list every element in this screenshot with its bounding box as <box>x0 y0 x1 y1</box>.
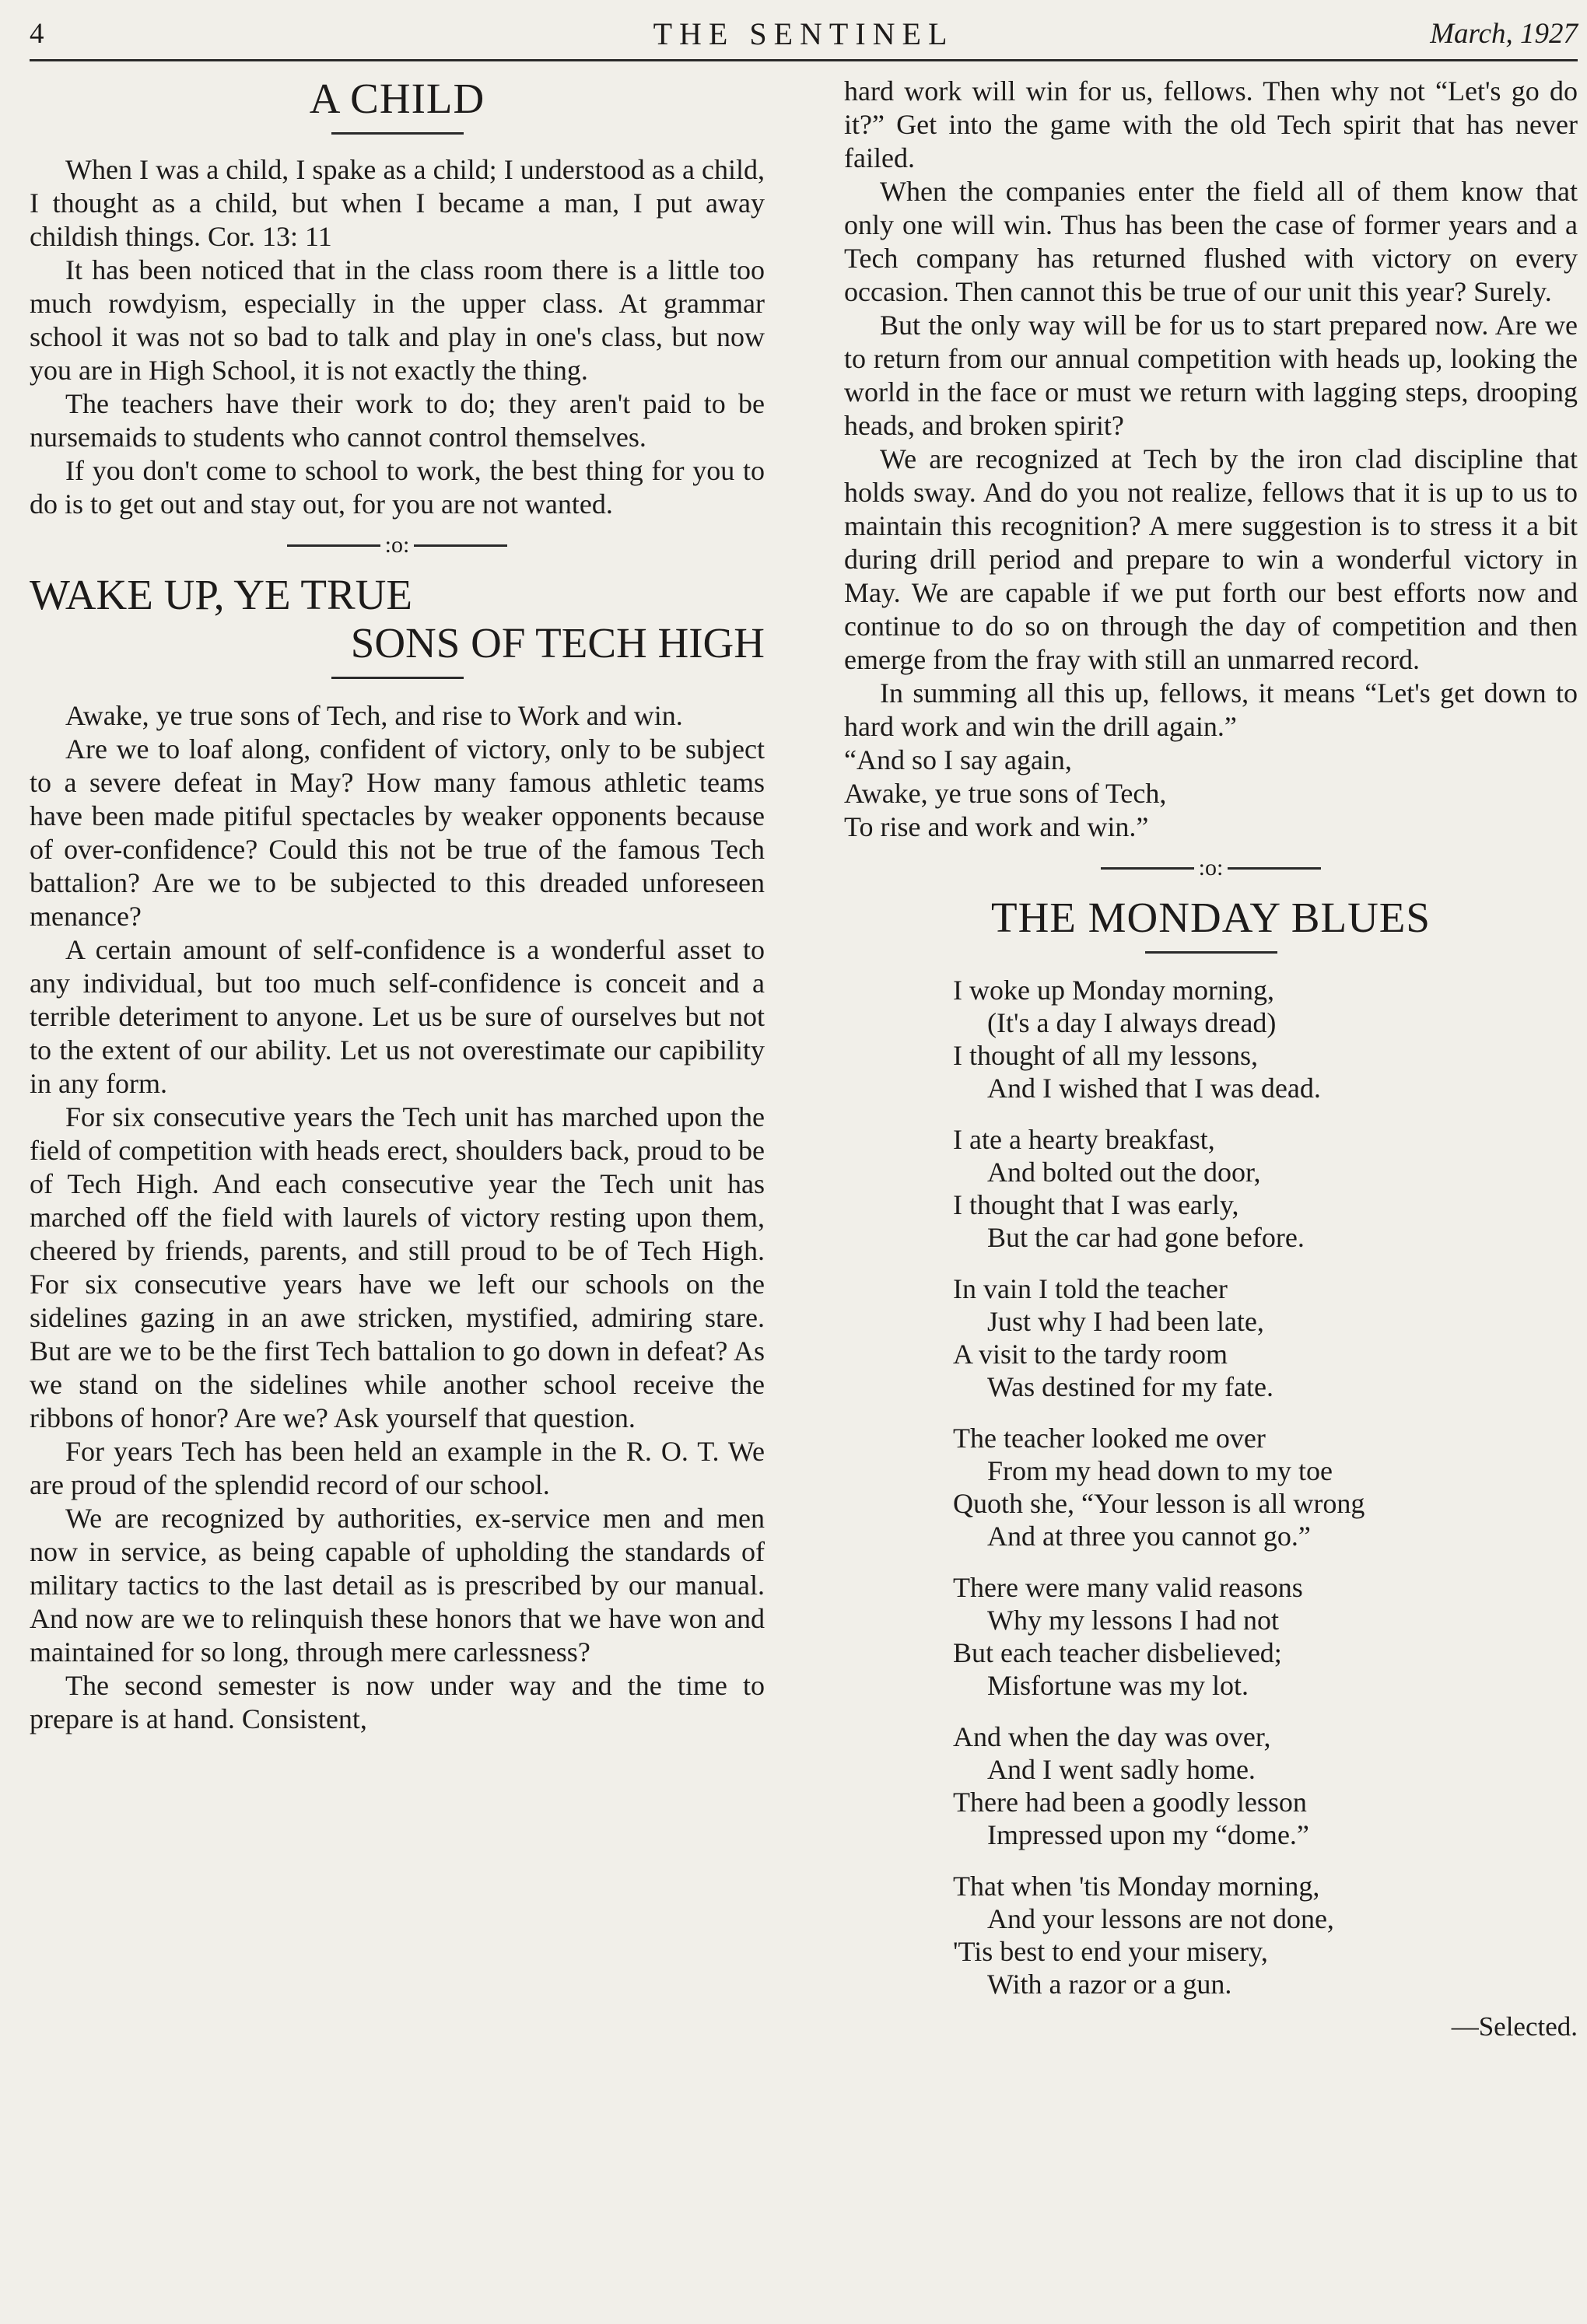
publication-title: THE SENTINEL <box>653 16 955 51</box>
poem-line: I thought that I was early, <box>953 1189 1239 1220</box>
poem-line: I ate a hearty breakfast, <box>953 1124 1215 1155</box>
paragraph: A certain amount of self-confidence is a wonderful asset to any individual, but too much self-confidence is conceit and a terrible deteriment to anyone. Let us be sure of ourselves but not to the extent of our ability. Let us not overestimate our capibility in any form. <box>30 934 765 1099</box>
poem-line: A visit to the tardy room <box>953 1339 1228 1370</box>
title-rule <box>1145 951 1277 954</box>
paragraph: We are recognized by authorities, ex-service men and men now in service, as being capable of upholding the standards of military tactics to the last detail as is prescribed by our manual. And now are we to relinquish these honors that we have won and maintained for so long, through mere carlessness? <box>30 1503 765 1668</box>
paragraph-continued: hard work will win for us, fellows. Then why not “Let's go do it?” Get into the game with the old Tech spirit that has never failed. <box>844 75 1578 173</box>
paragraph: Are we to loaf along, confident of victory, only to be subject to a severe defeat in May? How many famous athletic teams have been made pitiful spectacles by weaker opponents because of over-confidence? Could this not be true of the famous Tech battalion? Are we to be subjected to this dreaded unforeseen menance? <box>30 733 765 932</box>
paragraph: The second semester is now under way and the time to prepare is at hand. Consistent, <box>30 1670 765 1734</box>
issue-date: March, 1927 <box>1430 18 1578 50</box>
poem-line: And your lessons are not done, <box>987 1903 1334 1934</box>
poem-stanza <box>953 1422 1578 1552</box>
paragraph: For years Tech has been held an example in the R. O. T. We are proud of the splendid record of our school. <box>30 1436 765 1500</box>
closing-line: “And so I say again, <box>844 744 1072 775</box>
paragraph: For six consecutive years the Tech unit has marched upon the field of competition with heads erect, shoulders back, proud to be of Tech High. And each consecutive year the Tech unit has marched off the field with laurels of victory resting upon them, cheered by friends, parents, and still proud to be of Tech High. For six consecutive years have we left our schools on the sidelines gazing in an awe stricken, mystified, admiring stare. But are we to be the first Tech battalion to go down in defeat? As we stand on the sidelines while another school receive the ribbons of honor? Are we? Ask yourself that question. <box>30 1101 765 1433</box>
left-column <box>30 75 765 1736</box>
poem-line: In vain I told the teacher <box>953 1273 1228 1304</box>
poem-line: The teacher looked me over <box>953 1423 1266 1454</box>
poem-line: But each teacher disbelieved; <box>953 1637 1282 1668</box>
poem-line: Just why I had been late, <box>987 1306 1264 1337</box>
poem-stanza <box>953 1720 1578 1851</box>
poem-line: 'Tis best to end your misery, <box>953 1936 1268 1967</box>
poem-line: And I wished that I was dead. <box>987 1073 1321 1104</box>
page-number: 4 <box>30 18 44 50</box>
poem-line: Misfortune was my lot. <box>987 1670 1249 1701</box>
paragraph: When I was a child, I spake as a child; I understood as a child, I thought as a child, but when I became a man, I put away childish things. Cor. 13: 11 <box>30 154 765 252</box>
poem-line: Impressed upon my “dome.” <box>987 1819 1309 1850</box>
closing-line: To rise and work and win.” <box>844 811 1149 842</box>
header-rule <box>30 59 1578 61</box>
poem-line: That when 'tis Monday morning, <box>953 1871 1320 1902</box>
poem-line: And bolted out the door, <box>987 1157 1261 1188</box>
poem-line: And at three you cannot go.” <box>987 1521 1311 1552</box>
poem-line: There were many valid reasons <box>953 1572 1303 1603</box>
poem <box>953 974 1578 2000</box>
paragraph: We are recognized at Tech by the iron clad discipline that holds sway. And do you not realize, fellows that it is up to us to maintain this recognition? A mere suggestion is to stress it a bit during drill period and prepare to win a wonderful victory in May. We are capable if we put forth our best efforts now and continue to do so on through the day of competition and then emerge from the fray with still an unmarred record. <box>844 443 1578 675</box>
poem-line: I thought of all my lessons, <box>953 1040 1258 1071</box>
right-column <box>844 75 1578 2042</box>
paragraph: But the only way will be for us to start prepared now. Are we to return from our annual competition with heads up, looking the world in the face or must we return with lagging steps, drooping heads, and broken spirit? <box>844 310 1578 441</box>
poem-line: (It's a day I always dread) <box>987 1007 1277 1038</box>
article-title-monday-blues: THE MONDAY BLUES <box>990 894 1431 941</box>
poem-line: With a razor or a gun. <box>987 1969 1232 2000</box>
poem-stanza <box>953 1870 1578 2000</box>
poem-line: And I went sadly home. <box>987 1754 1256 1785</box>
poem-line: Quoth she, “Your lesson is all wrong <box>953 1488 1365 1519</box>
page-header <box>30 11 1578 59</box>
closing-line: Awake, ye true sons of Tech, <box>844 778 1167 809</box>
paragraph: In summing all this up, fellows, it means “Let's get down to hard work and win the drill again.” <box>844 677 1578 742</box>
paragraph: It has been noticed that in the class room there is a little too much rowdyism, especially in the upper class. At grammar school it was not so bad to talk and play in one's class, but now you are in High School, it is not exactly the thing. <box>30 254 765 386</box>
article-title-a-child: A CHILD <box>309 75 485 122</box>
paragraph: The teachers have their work to do; they aren't paid to be nursemaids to students who cannot control themselves. <box>30 388 765 453</box>
title-rule <box>331 132 464 135</box>
paragraph: If you don't come to school to work, the best thing for you to do is to get out and stay out, for you are not wanted. <box>30 455 765 520</box>
section-separator: :o: <box>844 855 1578 881</box>
section-separator: :o: <box>30 532 765 558</box>
poem-line: But the car had gone before. <box>987 1222 1305 1253</box>
poem-line: From my head down to my toe <box>987 1455 1333 1486</box>
poem-stanza <box>953 974 1578 1104</box>
poem-line: Why my lessons I had not <box>987 1605 1279 1636</box>
poem-line: There had been a goodly lesson <box>953 1787 1307 1818</box>
poem-attribution: —Selected. <box>1451 2011 1578 2042</box>
article-title-wake-up: WAKE UP, YE TRUE SONS OF TECH HIGH <box>30 571 765 667</box>
poem-stanza <box>953 1571 1578 1702</box>
poem-stanza <box>953 1272 1578 1403</box>
paragraph: Awake, ye true sons of Tech, and rise to Work and win. <box>65 700 683 731</box>
poem-line: Was destined for my fate. <box>987 1371 1273 1402</box>
poem-stanza <box>953 1123 1578 1254</box>
paragraph: When the companies enter the field all of them know that only one will win. Thus has been the case of former years and a Tech company has returned flushed with victory on every occasion. Then cannot this be true of our unit this year? Surely. <box>844 176 1578 307</box>
title-rule <box>331 677 464 679</box>
poem-line: And when the day was over, <box>953 1721 1271 1752</box>
poem-line: I woke up Monday morning, <box>953 975 1274 1006</box>
